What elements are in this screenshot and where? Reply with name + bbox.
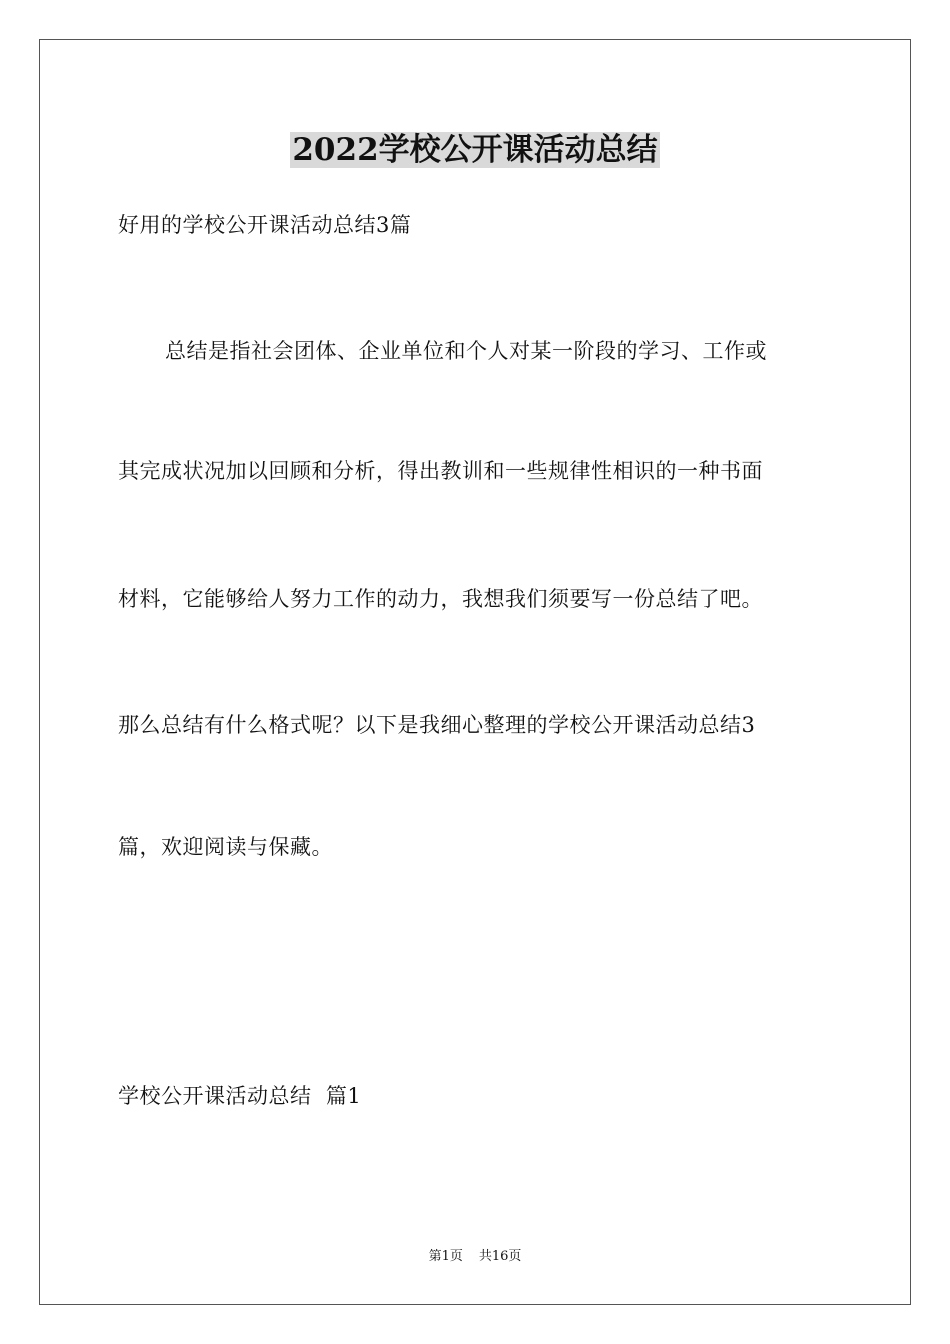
document-title-text: 2022学校公开课活动总结 xyxy=(292,132,658,168)
section-heading: 学校公开课活动总结 篇1 xyxy=(118,1084,362,1108)
paragraph-line: 总结是指社会团体、企业单位和个人对某一阶段的学习、工作或 xyxy=(165,339,767,363)
document-subtitle: 好用的学校公开课活动总结3篇 xyxy=(118,213,412,237)
page-number: 第1页 xyxy=(428,1249,463,1264)
paragraph-line: 那么总结有什么格式呢？以下是我细心整理的学校公开课活动总结3 xyxy=(118,713,756,737)
paragraph-line: 材料，它能够给人努力工作的动力，我想我们须要写一份总结了吧。 xyxy=(118,587,763,611)
page-total: 共16页 xyxy=(478,1249,522,1264)
paragraph-line: 篇，欢迎阅读与保藏。 xyxy=(118,835,333,859)
document-title xyxy=(0,128,950,172)
page-footer xyxy=(0,1248,950,1266)
paragraph-line: 其完成状况加以回顾和分析，得出教训和一些规律性相识的一种书面 xyxy=(118,459,763,483)
